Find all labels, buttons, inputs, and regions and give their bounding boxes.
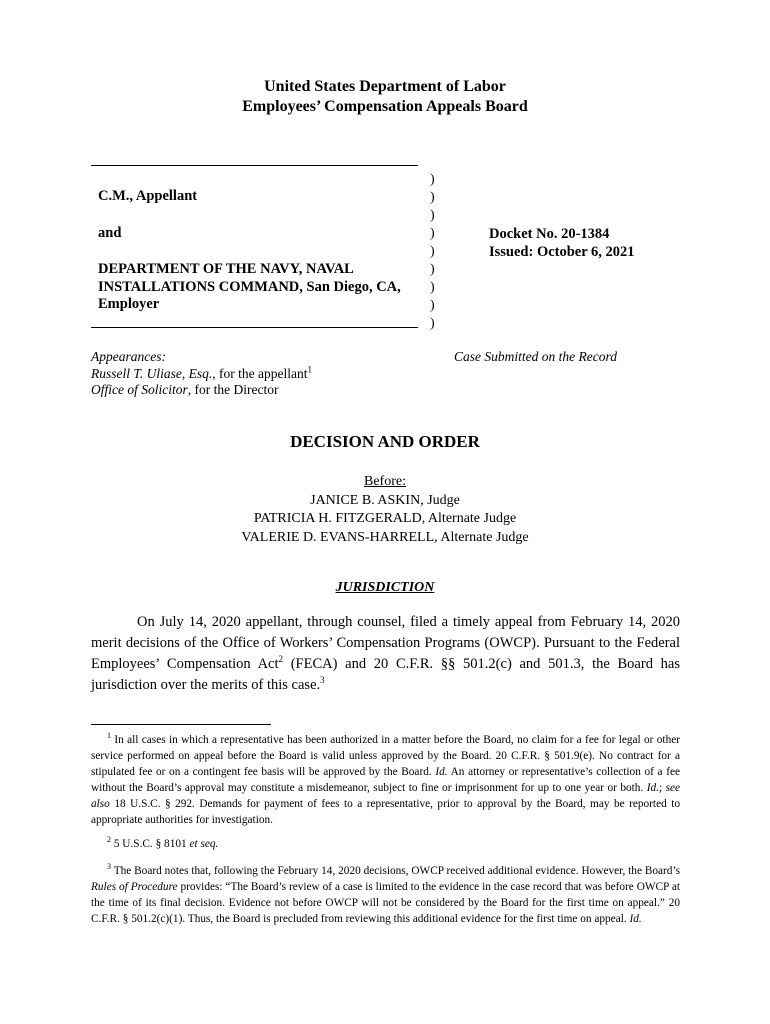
agency-header xyxy=(0,77,770,117)
agency-line-1: United States Department of Labor xyxy=(264,78,506,95)
director-representative xyxy=(91,382,312,399)
judge-1: JANICE B. ASKIN, Judge xyxy=(310,492,460,508)
agency-line-2: Employees’ Compensation Appeals Board xyxy=(242,98,528,115)
footnote-1-id: Id. xyxy=(435,766,448,778)
caption-paren: ) xyxy=(430,226,435,241)
footnote-3-text: The Board notes that, following the February 14, 2020 decisions, OWCP received additional evidence. However, the Board’s xyxy=(113,865,680,877)
decision-title: DECISION AND ORDER xyxy=(290,432,480,451)
panel-block xyxy=(0,473,770,547)
jurisdiction-paragraph xyxy=(91,612,680,696)
appellant-representative xyxy=(91,366,312,383)
appearances-block xyxy=(91,349,312,399)
footnote-ref-1: 1 xyxy=(307,364,312,374)
before-label: Before: xyxy=(364,474,406,489)
caption-paren: ) xyxy=(430,244,435,259)
issued-date: Issued: October 6, 2021 xyxy=(489,244,635,260)
jurisdiction-heading: JURISDICTION xyxy=(335,580,435,595)
footnote-3-rules: Rules of Procedure xyxy=(91,881,178,893)
director-rep-name: Office of Solicitor xyxy=(91,382,188,397)
footnote-1-see-also: see also xyxy=(91,782,680,810)
footnote-1-id: Id. xyxy=(646,782,659,794)
footnote-3-id: Id. xyxy=(629,913,642,925)
case-submitted: Case Submitted on the Record xyxy=(454,349,617,364)
footnote-1-text: In all cases in which a representative has been authorized in a matter before the Board, no claim for a fee for legal or other service performed on appeal before the Board is valid unless approved by the Board. 20 C.F.R. § 501.9(e). No contract for a stipulated fee or on a contingent fee basis will be approved by the Board. xyxy=(91,734,680,778)
footnote-1-text: 18 U.S.C. § 292. Demands for payment of fees to a representative, prior to approval by the Board, may be reported to appropriate authorities for investigation. xyxy=(91,798,680,826)
footnote-1 xyxy=(91,732,680,828)
footnote-2-text: 5 U.S.C. § 8101 xyxy=(113,838,190,850)
footnote-2 xyxy=(91,836,680,852)
caption-paren: ) xyxy=(430,208,435,223)
director-rep-role: , for the Director xyxy=(187,382,279,397)
judge-2: PATRICIA H. FITZGERALD, Alternate Judge xyxy=(253,511,517,526)
jurisdiction-text-a: On July 14, 2020 appellant, through counsel, filed a timely appeal from February 14, 2020 merit decisions of the Office of Workers’ Compensation Programs (OWCP). Pursuant to the Federal Employees’ Compensation Act xyxy=(91,614,680,672)
caption-top-rule xyxy=(91,165,418,166)
caption-paren: ) xyxy=(430,190,435,205)
caption-bottom-rule xyxy=(91,327,418,328)
caption-paren: ) xyxy=(430,298,435,313)
footnote-3 xyxy=(91,863,680,927)
employer-line-1: DEPARTMENT OF THE NAVY, NAVAL xyxy=(98,261,354,277)
footnote-1-text: ; xyxy=(658,782,666,794)
appellant-rep-name: Russell T. Uliase, Esq. xyxy=(91,365,213,381)
caption-paren: ) xyxy=(430,172,435,187)
footnote-separator xyxy=(91,724,271,725)
jurisdiction-text-b: (FECA) and 20 C.F.R. §§ 501.2(c) and 501.3, the Board has jurisdiction over the merits of this case. xyxy=(91,656,680,693)
footnote-2-mark: 2 xyxy=(107,835,111,845)
employer-line-2: INSTALLATIONS COMMAND, San Diego, CA, xyxy=(98,278,401,295)
appearances-label: Appearances: xyxy=(91,349,166,364)
employer-line-3: Employer xyxy=(98,296,160,312)
docket-number: Docket No. 20-1384 xyxy=(489,226,610,242)
judge-3: VALERIE D. EVANS-HARRELL, Alternate Judge xyxy=(241,529,529,545)
footnote-ref-2: 2 xyxy=(278,654,284,665)
caption-paren: ) xyxy=(430,316,435,331)
caption-paren: ) xyxy=(430,262,435,277)
footnote-3-text: provides: “The Board’s review of a case is limited to the evidence in the case record that was before OWCP at the time of its final decision. Evidence not before OWCP will not be considered by the Board for the first time on appeal.” 20 C.F.R. § 501.2(c)(1). Thus, the Board is precluded from reviewing this additional evidence for the first time on appeal. xyxy=(91,881,680,925)
footnote-2-et-seq: et seq. xyxy=(189,838,219,850)
footnote-1-mark: 1 xyxy=(107,731,111,741)
caption-and: and xyxy=(98,225,122,241)
employer-block xyxy=(98,261,401,314)
appellant-rep-role: , for the appellant xyxy=(212,365,308,381)
appellant-name: C.M., Appellant xyxy=(98,188,198,204)
footnote-3-mark: 3 xyxy=(107,862,111,872)
footnote-1-text: An attorney or representative’s collection of a fee without the Board’s approval may constitute a misdemeanor, subject to fine or imprisonment for up to one year or both. xyxy=(91,766,680,794)
caption-paren: ) xyxy=(430,280,435,295)
footnote-ref-3: 3 xyxy=(320,675,325,686)
